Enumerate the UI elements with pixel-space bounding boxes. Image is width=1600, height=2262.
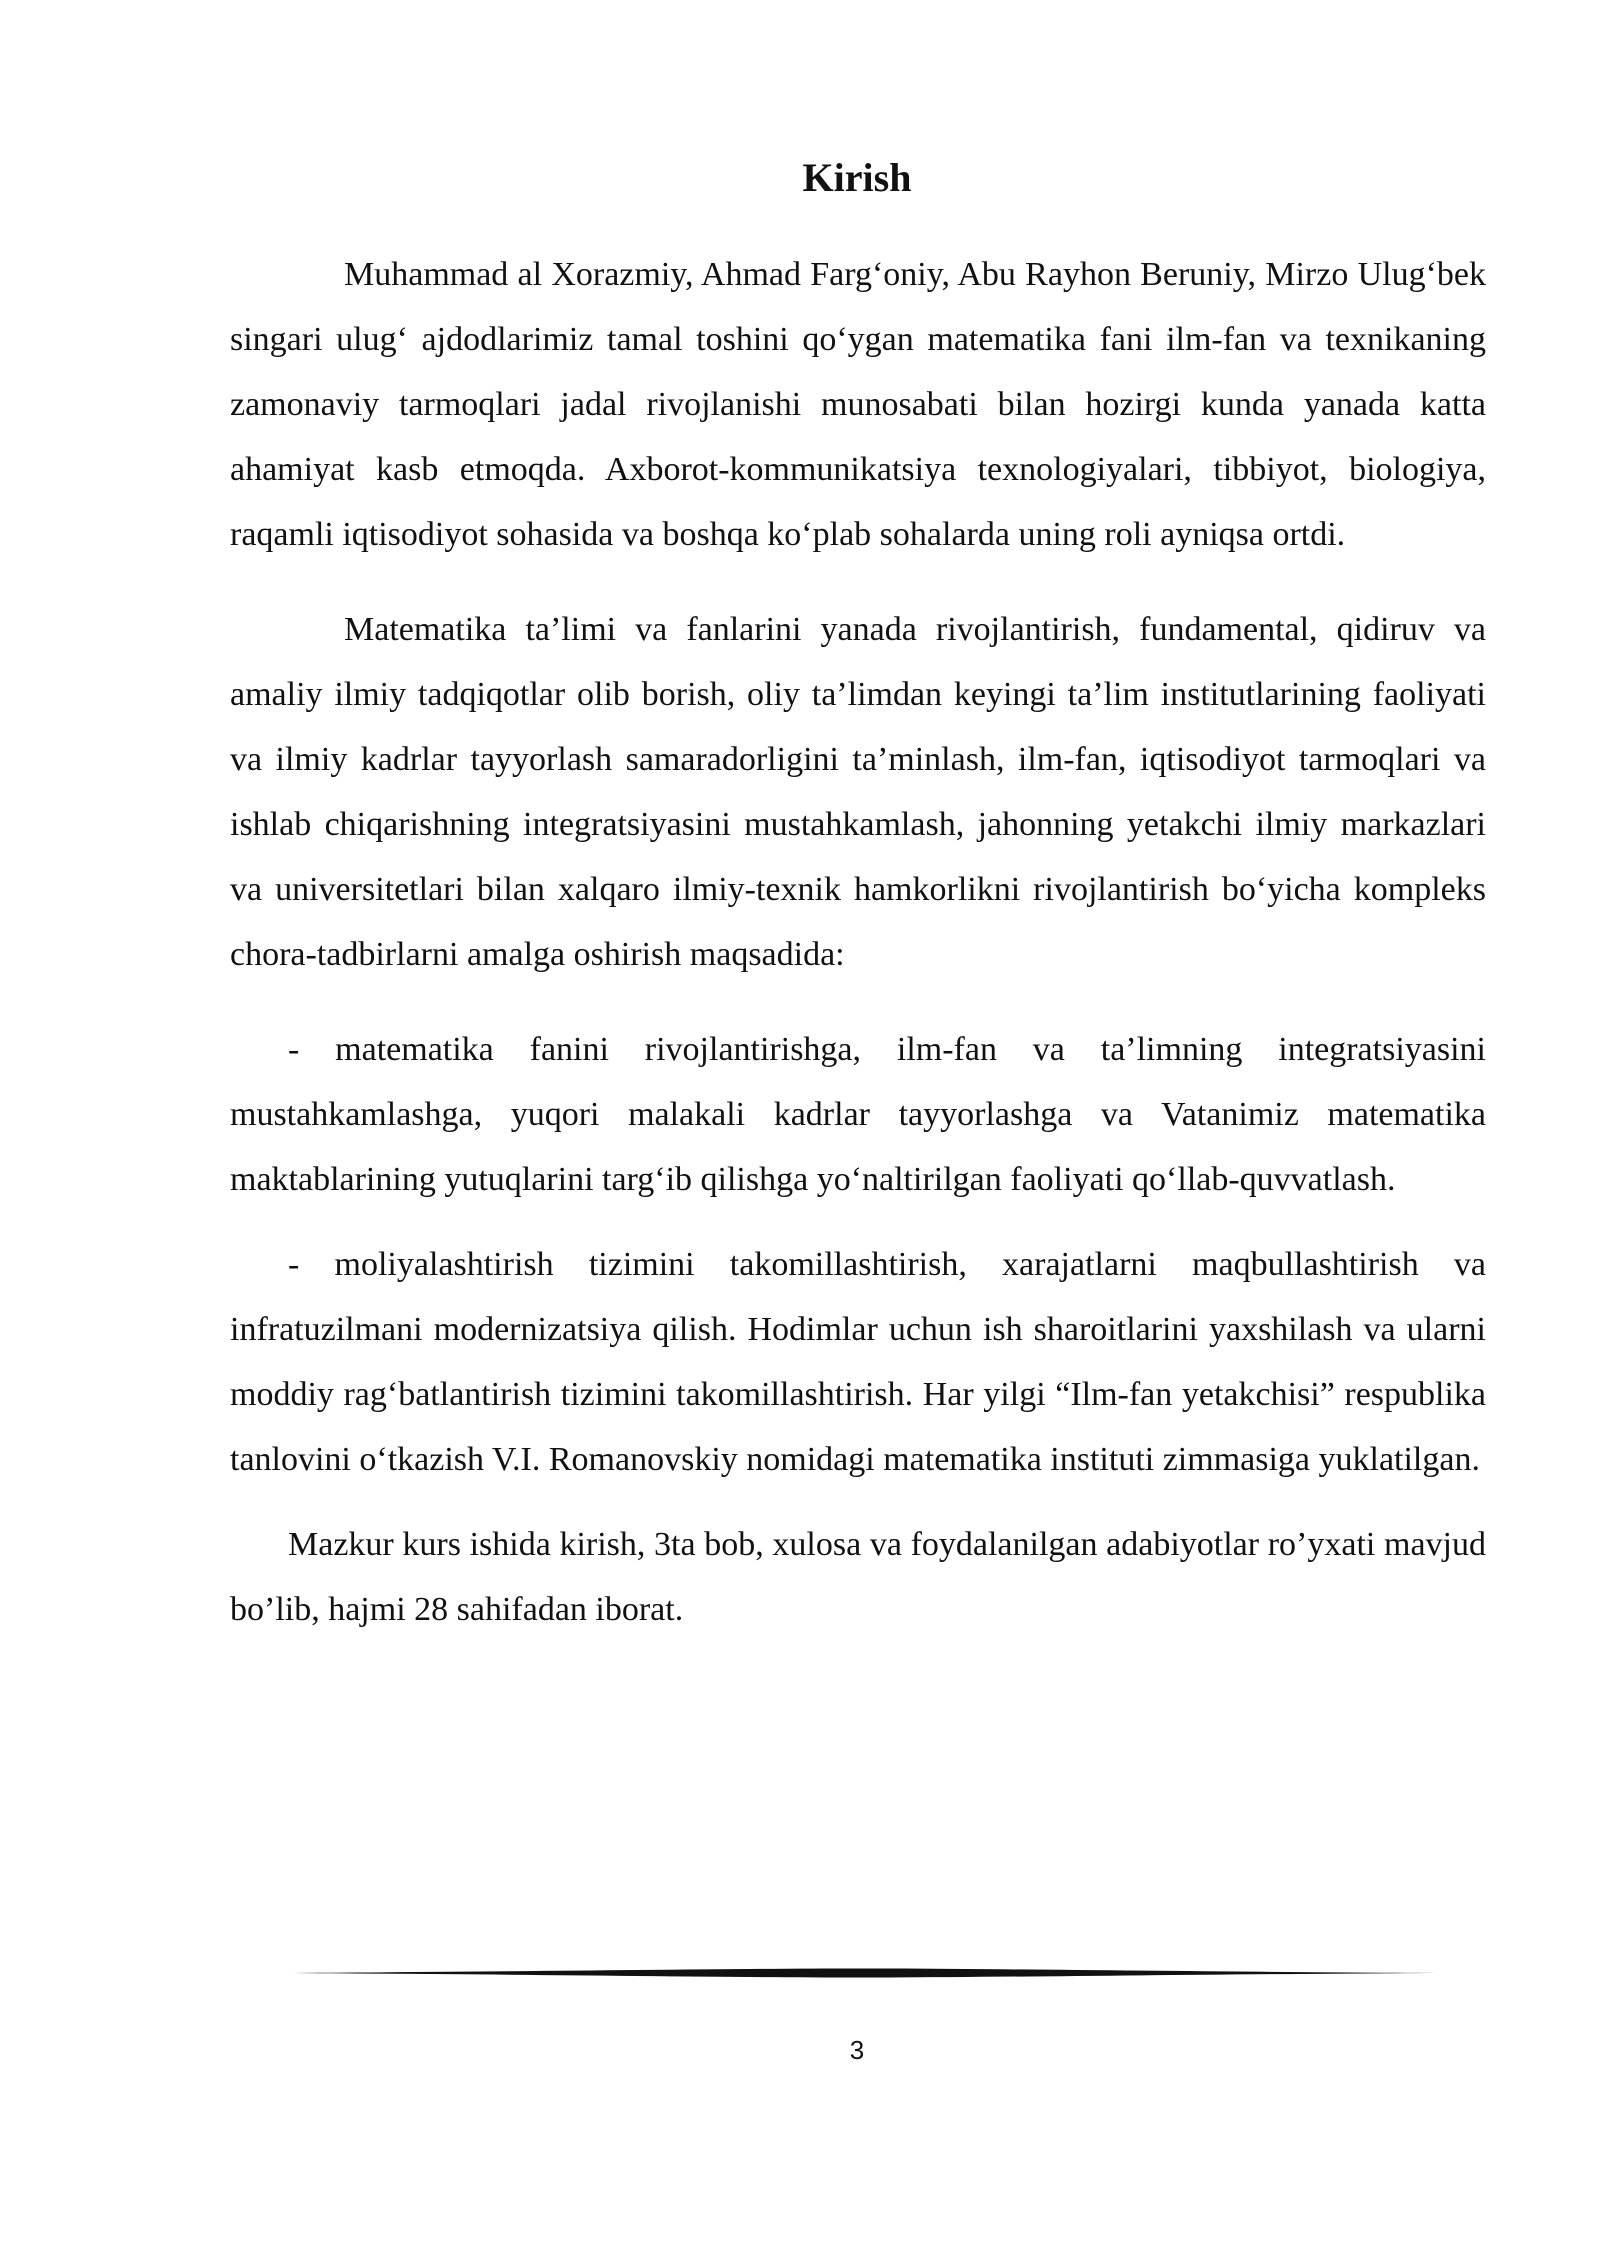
list-item: - moliyalashtirish tizimini takomillashtirish, xarajatlarni maqbullashtirish va infratuzilmani modernizatsiya qilish. Hodimlar uchun ish sharoitlarini yaxshilash va ularni moddiy rag‘batlantirish tizimini takomillashtirish. Har yilgi “Ilm-fan yetakchisi” respublika tanlovini o‘tkazish V.I. Romanovskiy nomidagi matematika instituti zimmasiga yuklatilgan.: [230, 1246, 1486, 1478]
list-item: - matematika fanini rivojlantirishga, ilm-fan va ta’limning integratsiyasini mustahkamlashga, yuqori malakali kadrlar tayyorlashga va Vatanimiz matematika maktablarining yutuqlarini targ‘ib qilishga yo‘naltirilgan faoliyati qo‘llab-quvvatlash.: [230, 1031, 1486, 1198]
page-number: 3: [849, 2035, 865, 2065]
footer-divider: [280, 1967, 1436, 1979]
page-title: Kirish: [802, 155, 912, 200]
document-body: [230, 242, 1486, 1642]
closing-paragraph: Mazkur kurs ishida kirish, 3ta bob, xulosa va foydalanilgan adabiyotlar ro’yxati mavjud bo’lib, hajmi 28 sahifadan iborat.: [230, 1526, 1486, 1628]
goals-paragraph: Matematika ta’limi va fanlarini yanada rivojlantirish, fundamental, qidiruv va amaliy ilmiy tadqiqotlar olib borish, oliy ta’limdan keyingi ta’lim institutlarining faoliyati va ilmiy kadrlar tayyorlash samaradorligini ta’minlash, ilm-fan, iqtisodiyot tarmoqlari va ishlab chiqarishning integratsiyasini mustahkamlash, jahonning yetakchi ilmiy markazlari va universitetlari bilan xalqaro ilmiy-texnik hamkorlikni rivojlantirish bo‘yicha kompleks chora-tadbirlarni amalga oshirish maqsadida:: [230, 611, 1486, 973]
intro-paragraph: Muhammad al Xorazmiy, Ahmad Farg‘oniy, Abu Rayhon Beruniy, Mirzo Ulug‘bek singari ulug‘ ajdodlarimiz tamal toshini qo‘ygan matematika fani ilm-fan va texnikaning zamonaviy tarmoqlari jadal rivojlanishi munosabati bilan hozirgi kunda yanada katta ahamiyat kasb etmoqda. Axborot-kommunikatsiya texnologiyalari, tibbiyot, biologiya, raqamli iqtisodiyot sohasida va boshqa ko‘plab sohalarda uning roli ayniqsa ortdi.: [230, 256, 1486, 553]
